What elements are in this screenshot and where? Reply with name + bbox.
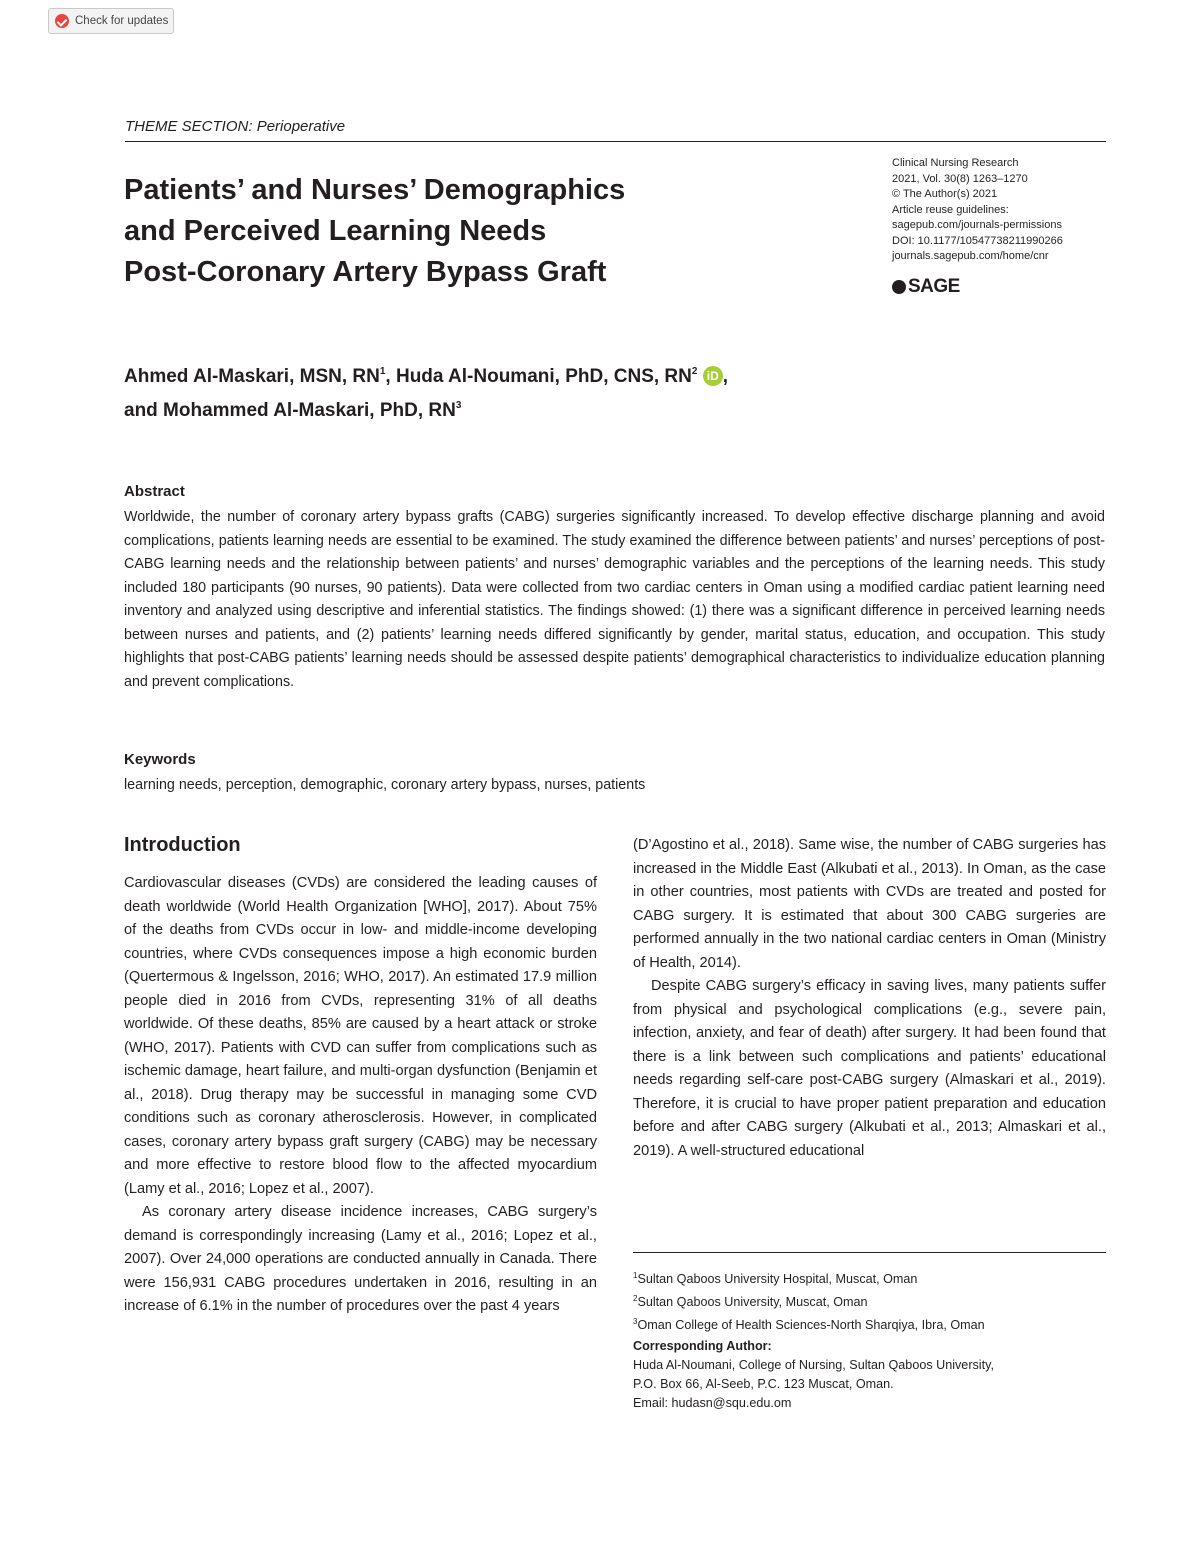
publisher-logo	[892, 276, 960, 298]
right-column	[633, 834, 1106, 1163]
corresponding-author	[633, 1337, 1106, 1413]
keywords-text: learning needs, perception, demographic, coronary artery bypass, nurses, patients	[124, 777, 646, 793]
paragraph: Cardiovascular diseases (CVDs) are considered the leading causes of death worldwide (World Health Organization [WHO], 2017). About 75% of the deaths from CVDs occur in low- and middle-income developing countries, where CVDs consequences impose a high economic burden (Quertermous & Ingelsson, 2016; WHO, 2017). An estimated 17.9 million people died in 2016 from CVDs, representing 31% of all deaths worldwide. Of these deaths, 85% are caused by a heart attack or stroke (WHO, 2017). Patients with CVD can suffer from complications such as ischemic damage, heart failure, and multi-organ dysfunction (Benjamin et al., 2018). Drug therapy may be successful in managing some CVD conditions such as coronary atherosclerosis. However, in complicated cases, coronary artery bypass graft surgery (CABG) may be necessary and more effective to restore blood flow to the affected myocardium (Lamy et al., 2016; Lopez et al., 2007).	[124, 875, 597, 1197]
affiliation-text: Oman College of Health Sciences-North Sharqiya, Ibra, Oman	[637, 1318, 985, 1332]
author-3-affil: 3	[455, 400, 462, 411]
affiliation-number: 3	[633, 1317, 638, 1326]
sage-mark-icon	[892, 280, 906, 294]
check-for-updates-label: Check for updates	[75, 15, 169, 27]
corresponding-line: Huda Al-Noumani, College of Nursing, Sultan Qaboos University,	[633, 1358, 994, 1372]
orcid-icon[interactable]: iD	[703, 366, 723, 386]
theme-name: Perioperative	[256, 118, 346, 135]
corresponding-line: P.O. Box 66, Al-Seeb, P.C. 123 Muscat, Oman.	[633, 1377, 894, 1391]
author-2: Huda Al-Noumani, PhD, CNS, RN	[395, 366, 692, 387]
affiliation-item	[633, 1289, 1106, 1312]
journal-meta	[892, 156, 1106, 265]
title-line: Post-Coronary Artery Bypass Graft	[124, 256, 607, 288]
abstract-text: Worldwide, the number of coronary artery bypass grafts (CABG) surgeries significantly increased. To develop effective discharge planning and avoid complications, patients learning needs are essential to be examined. The study examined the difference between patients’ and nurses’ perceptions of post-CABG learning needs and the relationship between patients’ and nurses’ demographic variables and the perceptions of the learning needs. This study included 180 participants (90 nurses, 90 patients). Data were collected from two cardiac centers in Oman using a modified cardiac patient learning need inventory and analyzed using descriptive and inferential statistics. The findings showed: (1) there was a significant difference in perceived learning needs between nurses and patients, and (2) patients’ learning needs differed significantly by gender, marital status, education, and occupation. This study highlights that post-CABG patients’ learning needs should be assessed despite patients’ demographical characteristics to individualize education planning and prevent complications.	[124, 509, 1105, 690]
journal-volume: 2021, Vol. 30(8) 1263–1270	[892, 172, 1028, 185]
author-1: Ahmed Al-Maskari, MSN, RN	[124, 366, 380, 387]
copyright: © The Author(s) 2021	[892, 188, 998, 200]
paragraph: Despite CABG surgery’s efficacy in saving lives, many patients suffer from physical and psychological complications (e.g., severe pain, infection, anxiety, and fear of death) after surgery. It had been found that there is a link between such complications and patients’ educational needs regarding self-care post-CABG surgery (Almaskari et al., 2019). Therefore, it is crucial to have proper patient preparation and education before and after CABG surgery (Alkubati et al., 2013; Almaskari et al., 2019). A well-structured educational	[633, 978, 1106, 1159]
affiliation-text: Sultan Qaboos University, Muscat, Oman	[637, 1295, 868, 1309]
corresponding-label: Corresponding Author:	[633, 1339, 772, 1353]
keywords-heading: Keywords	[124, 751, 196, 768]
journal-home-link[interactable]: journals.sagepub.com/home/cnr	[892, 250, 1049, 262]
author-3: and Mohammed Al-Maskari, PhD, RN	[124, 400, 456, 421]
doi-link[interactable]: DOI: 10.1177/10547738211990266	[892, 234, 1063, 247]
author-list: Ahmed Al-Maskari, MSN, $RN^1$, Huda Al-Noumani, PhD, CNS, $RN^2$ iD , and Mohammed Al-Maskari, PhD, $RN^3$	[124, 366, 729, 421]
footnote-divider	[633, 1252, 1106, 1253]
author-1-affil: 1	[379, 366, 386, 377]
theme-section	[125, 118, 1106, 142]
author-2-affil: 2	[691, 366, 698, 377]
publisher-name: SAGE	[908, 276, 960, 297]
title-line: and Perceived Learning Needs	[124, 215, 547, 247]
corresponding-email[interactable]: Email: hudasn@squ.edu.om	[633, 1396, 792, 1410]
affiliations	[633, 1266, 1106, 1335]
introduction-heading: Introduction	[124, 834, 241, 856]
affiliation-item	[633, 1312, 1106, 1335]
permissions-link[interactable]: sagepub.com/journals-permissions	[892, 219, 1062, 231]
article-title	[124, 170, 864, 293]
affiliation-text: Sultan Qaboos University Hospital, Muscat, Oman	[637, 1272, 918, 1286]
abstract-heading: Abstract	[124, 483, 185, 500]
update-check-icon	[55, 14, 69, 28]
theme-prefix: THEME SECTION:	[125, 118, 253, 135]
paragraph: (D’Agostino et al., 2018). Same wise, the number of CABG surgeries has increased in the Middle East (Alkubati et al., 2013). In Oman, as the case in other countries, most patients with CVDs are treated and posted for CABG surgery. It is estimated that about 300 CABG surgeries are performed annually in the two national cardiac centers in Oman (Ministry of Health, 2014).	[633, 837, 1106, 971]
reuse-label: Article reuse guidelines:	[892, 203, 1009, 216]
paragraph: As coronary artery disease incidence increases, CABG surgery’s demand is correspondingly increasing (Lamy et al., 2016; Lopez et al., 2007). Over 24,000 operations are conducted annually in Canada. There were 156,931 CABG procedures undertaken in 2016, resulting in an increase of 6.1% in the number of procedures over the past 4 years	[124, 1204, 597, 1314]
affiliation-number: 1	[633, 1271, 638, 1280]
journal-name: Clinical Nursing Research	[892, 157, 1019, 169]
affiliation-number: 2	[633, 1294, 638, 1303]
check-for-updates-button[interactable]	[48, 8, 174, 34]
left-column	[124, 872, 597, 1319]
title-line: Patients’ and Nurses’ Demographics	[124, 174, 626, 206]
affiliation-item	[633, 1266, 1106, 1289]
